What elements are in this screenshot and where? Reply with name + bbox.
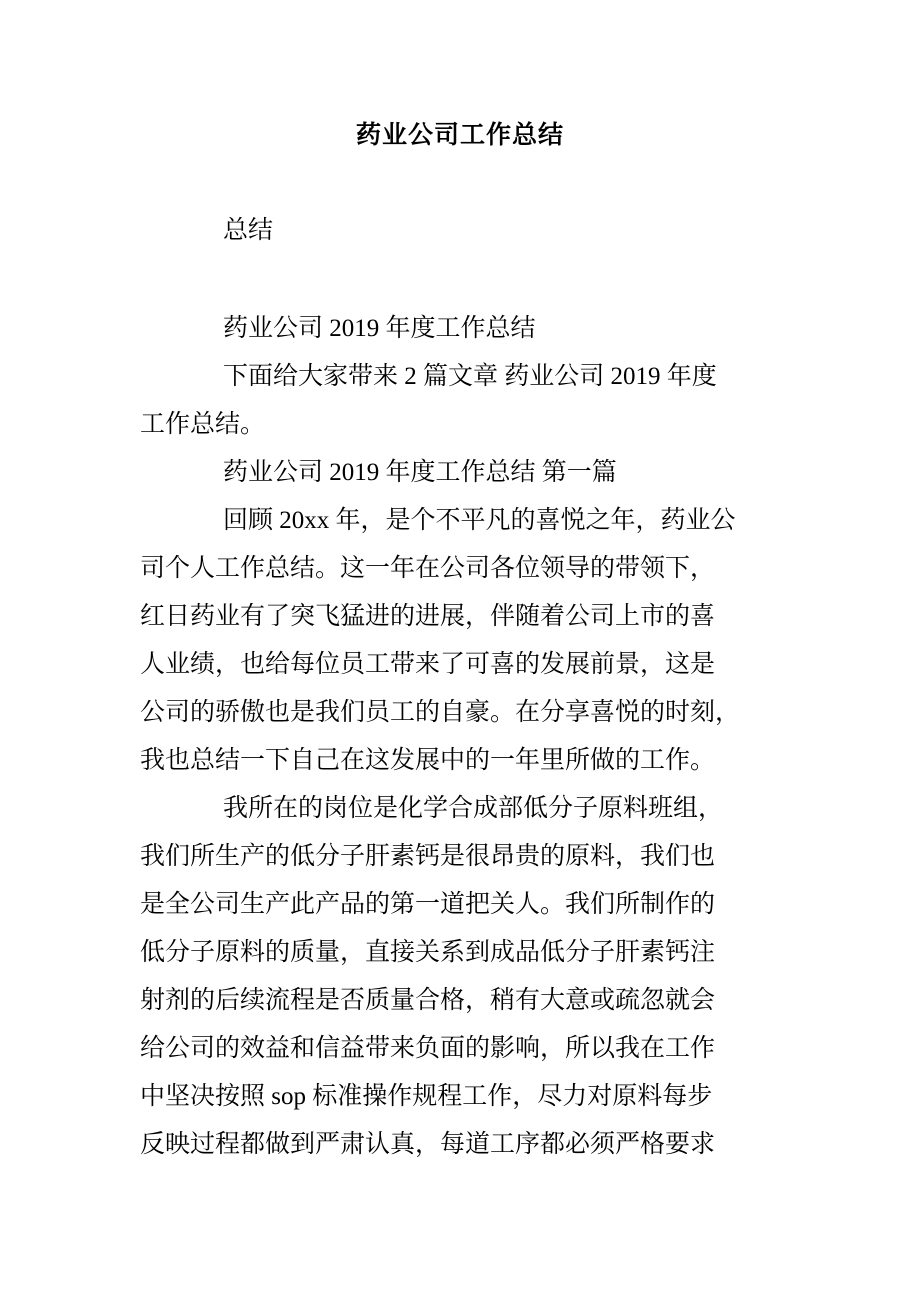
paragraph-line: 下面给大家带来 2 篇文章 药业公司 2019 年度 [223,363,717,390]
document-title: 药业公司工作总结 [355,122,564,149]
paragraph-line: 射剂的后续流程是否质量合格，稍有大意或疏忽就会 [140,987,716,1014]
paragraph-line: 工作总结。 [140,411,266,438]
paragraph-line: 中坚决按照 sop 标准操作规程工作，尽力对原料每步 [140,1083,713,1110]
paragraph-line: 人业绩，也给每位员工带来了可喜的发展前景，这是 [140,651,716,678]
paragraph-line: 我也总结一下自己在这发展中的一年里所做的工作。 [140,747,716,774]
section-label: 总结 [223,217,274,244]
subtitle-line: 药业公司 2019 年度工作总结 [223,315,536,342]
paragraph-line: 低分子原料的质量，直接关系到成品低分子肝素钙注 [140,939,716,966]
paragraph-line: 反映过程都做到严肃认真，每道工序都必须严格要求 [140,1131,716,1158]
paragraph-line: 回顾 20xx 年，是个不平凡的喜悦之年，药业公 [223,507,736,534]
paragraph-line: 红日药业有了突飞猛进的进展，伴随着公司上市的喜 [140,603,716,630]
paragraph-line: 是全公司生产此产品的第一道把关人。我们所制作的 [140,891,716,918]
article-heading: 药业公司 2019 年度工作总结 第一篇 [223,459,617,486]
paragraph-line: 我所在的岗位是化学合成部低分子原料班组， [223,795,724,822]
paragraph-line: 公司的骄傲也是我们员工的自豪。在分享喜悦的时刻， [140,699,741,726]
paragraph-line: 给公司的效益和信益带来负面的影响，所以我在工作 [140,1035,716,1062]
paragraph-line: 司个人工作总结。这一年在公司各位领导的带领下， [140,555,716,582]
paragraph-line: 我们所生产的低分子肝素钙是很昂贵的原料，我们也 [140,843,716,870]
